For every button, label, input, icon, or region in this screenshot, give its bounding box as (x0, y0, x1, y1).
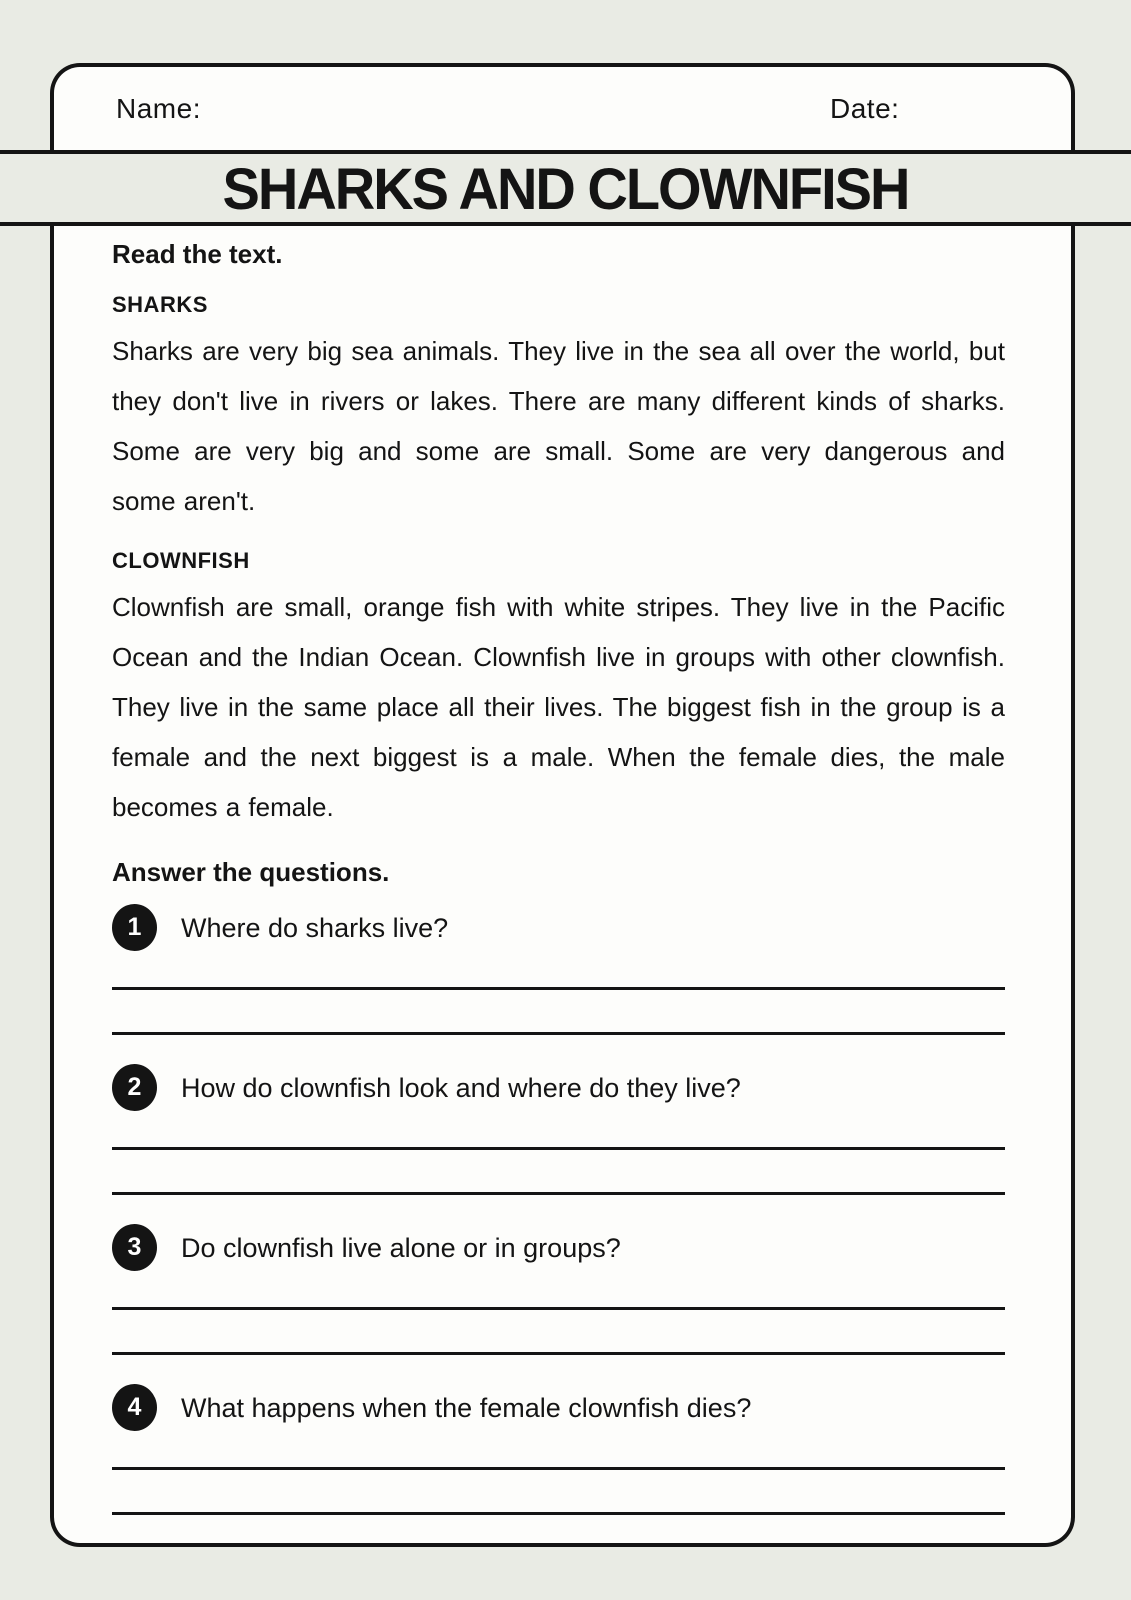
title-banner (0, 150, 1131, 226)
worksheet-body (50, 226, 1075, 1547)
question-text: How do clownfish look and where do they live? (181, 1072, 741, 1103)
answer-line[interactable] (112, 1512, 1005, 1515)
question-number-badge: 1 (112, 904, 157, 951)
question-text: Do clownfish live alone or in groups? (181, 1232, 621, 1263)
answer-line[interactable] (112, 1307, 1005, 1310)
answer-line[interactable] (112, 1147, 1005, 1150)
answer-line[interactable] (112, 987, 1005, 990)
answer-line[interactable] (112, 1467, 1005, 1470)
worksheet-title: SHARKS AND CLOWNFISH (222, 155, 909, 221)
answer-line[interactable] (112, 1352, 1005, 1355)
question-number-badge: 2 (112, 1064, 157, 1111)
question-number-badge: 4 (112, 1384, 157, 1431)
section-body-clownfish: Clownfish are small, orange fish with white stripes. They live in the Pacific Ocean and the Indian Ocean. Clownfish live in groups with other clownfish. They live in the same place all their lives. The biggest fish in the group is a female and the next biggest is a male. When the female dies, the male becomes a female. (112, 592, 1005, 822)
name-date-box (50, 63, 1075, 150)
answer-line[interactable] (112, 1192, 1005, 1195)
section-heading-clownfish: CLOWNFISH (112, 548, 250, 573)
question-row-3 (112, 1224, 1005, 1271)
question-row-1 (112, 904, 1005, 951)
question-text: What happens when the female clownfish dies? (181, 1392, 752, 1423)
question-row-4 (112, 1384, 1005, 1431)
question-number-badge: 3 (112, 1224, 157, 1271)
date-label: Date: (830, 93, 900, 124)
question-text: Where do sharks live? (181, 912, 449, 943)
name-label: Name: (116, 93, 201, 124)
read-instruction: Read the text. (112, 239, 283, 269)
question-row-2 (112, 1064, 1005, 1111)
answer-instruction: Answer the questions. (112, 857, 390, 887)
section-body-sharks: Sharks are very big sea animals. They live in the sea all over the world, but they don't live in rivers or lakes. There are many different kinds of sharks. Some are very big and some are small. Some are very dangerous and some aren't. (112, 336, 1005, 516)
section-heading-sharks: SHARKS (112, 292, 208, 317)
answer-line[interactable] (112, 1032, 1005, 1035)
